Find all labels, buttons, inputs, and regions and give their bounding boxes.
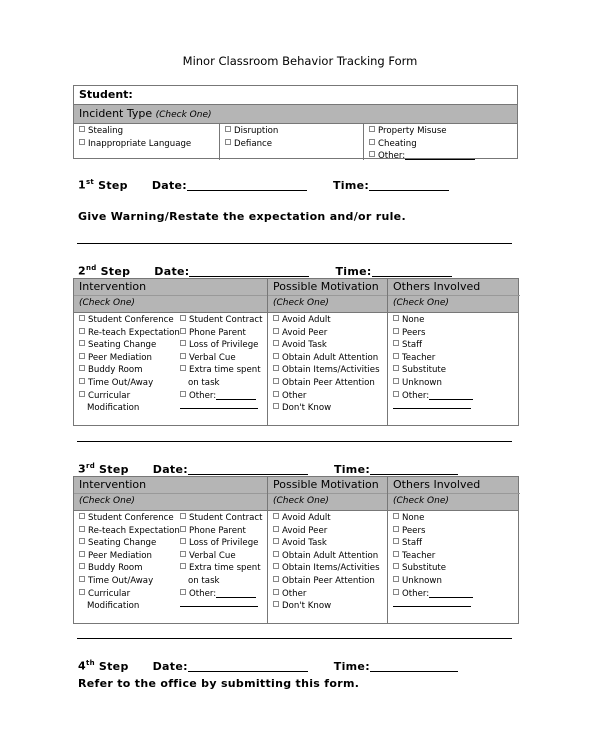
option-label: Obtain Adult Attention <box>282 352 379 363</box>
option-label: Property Misuse <box>378 126 447 136</box>
checkbox-icon[interactable] <box>79 526 85 532</box>
checkbox-icon[interactable] <box>180 563 186 569</box>
checkbox-option[interactable] <box>273 402 387 415</box>
step-word: Step <box>98 659 129 673</box>
step-row <box>78 178 449 192</box>
step4-instruction: Refer to the office by submitting this form. <box>78 677 360 690</box>
step-word: Step <box>100 264 131 278</box>
behavior-table <box>73 476 519 624</box>
header-title: Possible Motivation <box>273 478 379 491</box>
checkbox-icon[interactable] <box>393 315 399 321</box>
checkbox-icon[interactable] <box>393 353 399 359</box>
checkbox-icon[interactable] <box>273 538 279 544</box>
checkbox-icon[interactable] <box>393 513 399 519</box>
date-label: Date: <box>152 659 188 673</box>
checkbox-icon[interactable] <box>393 563 399 569</box>
checkbox-option[interactable] <box>180 562 263 575</box>
intervention-col-b <box>180 314 263 409</box>
body-column <box>268 511 388 624</box>
checkbox-icon[interactable] <box>273 526 279 532</box>
checkbox-icon[interactable] <box>180 391 186 397</box>
checkbox-option[interactable] <box>273 364 387 377</box>
checkbox-option[interactable] <box>393 575 520 588</box>
incident-column <box>220 124 364 160</box>
checkbox-option[interactable] <box>273 314 387 327</box>
step-row <box>78 264 452 278</box>
option-label: Don't Know <box>282 601 332 612</box>
option-label: Loss of Privilege <box>189 538 259 549</box>
checkbox-icon[interactable] <box>393 365 399 371</box>
option-label: Don't Know <box>282 403 332 414</box>
option-label: Peers <box>402 327 426 338</box>
blank-line[interactable] <box>216 589 256 598</box>
option-label: Extra time spent <box>189 365 261 376</box>
option-label: Phone Parent <box>189 327 246 338</box>
checkbox-option[interactable] <box>393 562 520 575</box>
date-field[interactable] <box>188 660 308 672</box>
blank-line[interactable] <box>429 391 473 400</box>
option-label: Peer Mediation <box>88 550 152 561</box>
checkbox-option[interactable] <box>393 390 520 403</box>
option-label: Student Contract <box>189 315 263 325</box>
checkbox-icon[interactable] <box>79 538 85 544</box>
checkbox-option[interactable] <box>79 588 180 601</box>
checkbox-icon[interactable] <box>180 538 186 544</box>
step-suffix: st <box>85 178 95 186</box>
option-label: Teacher <box>402 352 436 363</box>
checkbox-option[interactable] <box>393 327 520 340</box>
option-label: Buddy Room <box>88 365 143 376</box>
checkbox-option[interactable] <box>273 600 387 613</box>
checkbox-icon[interactable] <box>180 328 186 334</box>
option-label: Avoid Task <box>282 538 327 549</box>
checkbox-option[interactable] <box>79 537 180 550</box>
time-field[interactable] <box>370 660 458 672</box>
checkbox-option[interactable] <box>273 512 387 525</box>
option-label: Obtain Peer Attention <box>282 575 375 586</box>
blank-line[interactable] <box>393 402 471 409</box>
student-field[interactable] <box>74 86 517 105</box>
header-title: Possible Motivation <box>273 280 379 293</box>
form-title: Minor Classroom Behavior Tracking Form <box>182 54 418 68</box>
checkbox-icon[interactable] <box>79 328 85 334</box>
checkbox-icon[interactable] <box>273 601 279 607</box>
checkbox-option[interactable] <box>369 125 517 138</box>
checkbox-option[interactable] <box>393 537 520 550</box>
checkbox-icon[interactable] <box>393 551 399 557</box>
option-label: Avoid Peer <box>282 327 328 338</box>
checkbox-icon[interactable] <box>273 353 279 359</box>
step-row <box>78 462 458 476</box>
step-row <box>78 659 458 673</box>
checkbox-option[interactable] <box>79 339 180 352</box>
step-word: Step <box>98 178 128 192</box>
body-column <box>74 313 268 426</box>
option-label: Verbal Cue <box>189 550 236 561</box>
option-label: Substitute <box>402 563 447 574</box>
blank-line[interactable] <box>180 600 258 607</box>
option-label: Obtain Items/Activities <box>282 563 380 574</box>
checkbox-option[interactable] <box>79 138 219 151</box>
header-cell <box>74 279 268 312</box>
checkbox-icon[interactable] <box>369 126 375 132</box>
checkbox-option[interactable] <box>79 562 180 575</box>
date-label: Date: <box>151 178 187 192</box>
option-label: Time Out/Away <box>88 575 154 586</box>
option-label: Avoid Peer <box>282 525 328 536</box>
option-continuation: on task <box>188 575 220 586</box>
option-label: Obtain Adult Attention <box>282 550 379 561</box>
option-label: Other: <box>189 390 217 401</box>
option-label: Cheating <box>378 138 417 149</box>
table-body <box>74 511 518 624</box>
checkbox-icon[interactable] <box>180 513 186 519</box>
checkbox-icon[interactable] <box>393 589 399 595</box>
option-label: Curricular <box>88 390 131 401</box>
option-label: Substitute <box>402 365 447 376</box>
checkbox-option[interactable] <box>79 364 180 377</box>
check-one-note: (Check One) <box>74 493 267 509</box>
checkbox-icon[interactable] <box>79 513 85 519</box>
checkbox-option[interactable] <box>79 314 180 327</box>
option-label: Other: <box>402 588 430 599</box>
checkbox-option[interactable] <box>393 352 520 365</box>
time-label: Time: <box>335 264 372 278</box>
checkbox-option[interactable] <box>180 390 263 403</box>
checkbox-option[interactable] <box>180 352 263 365</box>
checkbox-icon[interactable] <box>180 340 186 346</box>
checkbox-option[interactable] <box>79 377 180 390</box>
checkbox-option[interactable] <box>273 537 387 550</box>
header-title: Intervention <box>79 478 147 491</box>
check-one-note: (Check One) <box>268 295 387 311</box>
checkbox-icon[interactable] <box>369 151 375 157</box>
checkbox-option[interactable] <box>393 314 520 327</box>
option-label: Peers <box>402 525 426 536</box>
time-label: Time: <box>332 178 370 192</box>
checkbox-option[interactable] <box>369 138 517 151</box>
checkbox-icon[interactable] <box>393 391 399 397</box>
checkbox-icon[interactable] <box>79 126 85 132</box>
header-cell <box>388 477 520 510</box>
checkbox-icon[interactable] <box>273 391 279 397</box>
option-label: Staff <box>402 538 423 549</box>
table-header <box>74 477 518 511</box>
date-field[interactable] <box>187 179 307 191</box>
time-field[interactable] <box>372 265 452 277</box>
step-suffix: nd <box>85 264 97 272</box>
checkbox-icon[interactable] <box>273 563 279 569</box>
checkbox-option[interactable] <box>79 575 180 588</box>
checkbox-option[interactable] <box>393 550 520 563</box>
checkbox-icon[interactable] <box>273 576 279 582</box>
option-label: Avoid Task <box>282 340 327 351</box>
checkbox-option[interactable] <box>180 364 263 377</box>
intervention-col-a <box>79 314 180 415</box>
checkbox-icon[interactable] <box>79 353 85 359</box>
option-label: Phone Parent <box>189 525 246 536</box>
header-cell <box>74 477 268 510</box>
checkbox-option[interactable] <box>273 377 387 390</box>
header-cell <box>268 477 388 510</box>
checkbox-option[interactable] <box>273 390 387 403</box>
incident-header <box>74 105 517 124</box>
divider-line <box>77 243 512 244</box>
checkbox-option[interactable] <box>180 525 263 538</box>
checkbox-option[interactable] <box>273 352 387 365</box>
checkbox-icon[interactable] <box>180 365 186 371</box>
check-one-note: (Check One) <box>388 295 520 311</box>
option-label: None <box>402 315 425 325</box>
checkbox-icon[interactable] <box>225 126 231 132</box>
blank-line[interactable] <box>405 151 475 160</box>
checkbox-option[interactable] <box>79 512 180 525</box>
checkbox-icon[interactable] <box>273 340 279 346</box>
date-label: Date: <box>152 462 188 476</box>
checkbox-icon[interactable] <box>369 139 375 145</box>
step1-instruction: Give Warning/Restate the expectation and/or rule. <box>78 210 406 223</box>
option-label: Peer Mediation <box>88 352 152 363</box>
incident-column <box>74 124 220 160</box>
option-label: Time Out/Away <box>88 377 154 388</box>
option-label: Extra time spent <box>189 563 261 574</box>
checkbox-option[interactable] <box>273 339 387 352</box>
checkbox-icon[interactable] <box>393 576 399 582</box>
checkbox-option[interactable] <box>79 352 180 365</box>
body-column <box>388 313 520 426</box>
option-label: Other <box>282 588 307 599</box>
option-continuation: Modification <box>87 403 140 414</box>
checkbox-icon[interactable] <box>180 551 186 557</box>
checkbox-option[interactable] <box>79 390 180 403</box>
checkbox-option[interactable] <box>225 138 363 151</box>
step-number: 4 <box>78 659 86 673</box>
table-body <box>74 313 518 426</box>
blank-line[interactable] <box>216 391 256 400</box>
checkbox-option[interactable] <box>393 512 520 525</box>
step-suffix: th <box>85 659 95 667</box>
checkbox-option[interactable] <box>393 339 520 352</box>
body-column <box>388 511 520 624</box>
intervention-col-b <box>180 512 263 607</box>
checkbox-option[interactable] <box>273 550 387 563</box>
step-number: 2 <box>78 264 86 278</box>
step-word: Step <box>99 462 129 476</box>
checkbox-icon[interactable] <box>79 551 85 557</box>
checkbox-icon[interactable] <box>393 340 399 346</box>
step-suffix: rd <box>85 462 96 470</box>
blank-line[interactable] <box>429 589 473 598</box>
body-column <box>268 313 388 426</box>
option-label: Disruption <box>234 126 279 136</box>
option-label: Unknown <box>402 377 442 388</box>
header-title: Intervention <box>79 280 147 293</box>
checkbox-option[interactable] <box>393 377 520 390</box>
option-label: Inappropriate Language <box>88 138 192 149</box>
checkbox-option[interactable] <box>79 550 180 563</box>
checkbox-option[interactable] <box>180 537 263 550</box>
checkbox-icon[interactable] <box>273 403 279 409</box>
date-field[interactable] <box>188 463 308 475</box>
checkbox-option[interactable] <box>180 550 263 563</box>
checkbox-icon[interactable] <box>393 378 399 384</box>
blank-line[interactable] <box>180 402 258 409</box>
checkbox-icon[interactable] <box>180 353 186 359</box>
checkbox-option[interactable] <box>273 588 387 601</box>
option-label: Seating Change <box>88 340 157 351</box>
behavior-table <box>73 278 519 426</box>
checkbox-icon[interactable] <box>393 538 399 544</box>
checkbox-icon[interactable] <box>79 139 85 145</box>
step-number: 3 <box>78 462 86 476</box>
checkbox-icon[interactable] <box>79 378 85 384</box>
checkbox-option[interactable] <box>79 525 180 538</box>
checkbox-icon[interactable] <box>273 365 279 371</box>
check-one-note: (Check One) <box>74 295 267 311</box>
blank-line[interactable] <box>393 600 471 607</box>
option-continuation: on task <box>188 377 220 388</box>
incident-label: Incident Type <box>79 107 153 120</box>
date-field[interactable] <box>189 265 309 277</box>
option-label: Student Conference <box>88 315 174 325</box>
option-label: Re-teach Expectation <box>88 327 180 338</box>
checkbox-icon[interactable] <box>273 328 279 334</box>
checkbox-option[interactable] <box>180 512 263 525</box>
option-label: Avoid Adult <box>282 513 331 523</box>
option-label: Verbal Cue <box>189 352 236 363</box>
divider-line <box>77 441 512 442</box>
checkbox-option[interactable] <box>79 327 180 340</box>
checkbox-icon[interactable] <box>273 551 279 557</box>
checkbox-icon[interactable] <box>273 589 279 595</box>
option-label: Curricular <box>88 588 131 599</box>
checkbox-icon[interactable] <box>393 526 399 532</box>
option-label: Unknown <box>402 575 442 586</box>
checkbox-icon[interactable] <box>79 391 85 397</box>
header-title: Others Involved <box>393 478 481 491</box>
date-label: Date: <box>154 264 190 278</box>
step-number: 1 <box>78 178 86 192</box>
checkbox-option[interactable] <box>180 327 263 340</box>
time-field[interactable] <box>369 179 449 191</box>
checkbox-option[interactable] <box>393 364 520 377</box>
checkbox-option[interactable] <box>79 125 219 138</box>
checkbox-icon[interactable] <box>225 139 231 145</box>
option-label: Student Conference <box>88 513 174 523</box>
checkbox-icon[interactable] <box>273 315 279 321</box>
option-label: Obtain Items/Activities <box>282 365 380 376</box>
option-label: Other <box>282 390 307 401</box>
checkbox-icon[interactable] <box>79 576 85 582</box>
incident-note: (Check One) <box>155 110 212 120</box>
option-label: Teacher <box>402 550 436 561</box>
checkbox-icon[interactable] <box>180 589 186 595</box>
checkbox-option[interactable] <box>273 575 387 588</box>
time-label: Time: <box>333 462 371 476</box>
option-label: Loss of Privilege <box>189 340 259 351</box>
checkbox-icon[interactable] <box>79 340 85 346</box>
checkbox-icon[interactable] <box>79 365 85 371</box>
option-label: Avoid Adult <box>282 315 331 325</box>
option-label: Seating Change <box>88 538 157 549</box>
table-header <box>74 279 518 313</box>
option-label: None <box>402 513 425 523</box>
option-label: Other: <box>402 390 430 401</box>
checkbox-icon[interactable] <box>393 328 399 334</box>
option-label: Defiance <box>234 138 273 149</box>
option-label: Student Contract <box>189 513 263 523</box>
option-label: Staff <box>402 340 423 351</box>
checkbox-option[interactable] <box>393 588 520 601</box>
option-label: Buddy Room <box>88 563 143 574</box>
option-label: Re-teach Expectation <box>88 525 180 536</box>
checkbox-icon[interactable] <box>79 563 85 569</box>
header-title: Others Involved <box>393 280 481 293</box>
checkbox-option[interactable] <box>180 314 263 327</box>
time-label: Time: <box>333 659 370 673</box>
incident-box <box>73 85 518 162</box>
checkbox-option[interactable] <box>273 562 387 575</box>
check-one-note: (Check One) <box>268 493 387 509</box>
checkbox-icon[interactable] <box>180 315 186 321</box>
checkbox-icon[interactable] <box>273 513 279 519</box>
checkbox-icon[interactable] <box>79 315 85 321</box>
incident-column <box>364 124 517 160</box>
header-cell <box>388 279 520 312</box>
divider-line <box>77 638 512 639</box>
checkbox-option[interactable] <box>273 327 387 340</box>
option-continuation: Modification <box>87 601 140 612</box>
checkbox-icon[interactable] <box>79 589 85 595</box>
intervention-col-a <box>79 512 180 613</box>
checkbox-option[interactable] <box>180 588 263 601</box>
checkbox-option[interactable] <box>393 525 520 538</box>
checkbox-option[interactable] <box>225 125 363 138</box>
checkbox-option[interactable] <box>273 525 387 538</box>
option-label: Stealing <box>88 126 124 136</box>
body-column <box>74 511 268 624</box>
check-one-note: (Check One) <box>388 493 520 509</box>
checkbox-option[interactable] <box>180 339 263 352</box>
header-cell <box>268 279 388 312</box>
option-label: Obtain Peer Attention <box>282 377 375 388</box>
option-label: Other: <box>378 151 406 162</box>
student-label: Student: <box>79 88 133 101</box>
checkbox-icon[interactable] <box>180 526 186 532</box>
time-field[interactable] <box>370 463 458 475</box>
checkbox-option[interactable] <box>369 150 517 163</box>
option-label: Other: <box>189 588 217 599</box>
checkbox-icon[interactable] <box>273 378 279 384</box>
